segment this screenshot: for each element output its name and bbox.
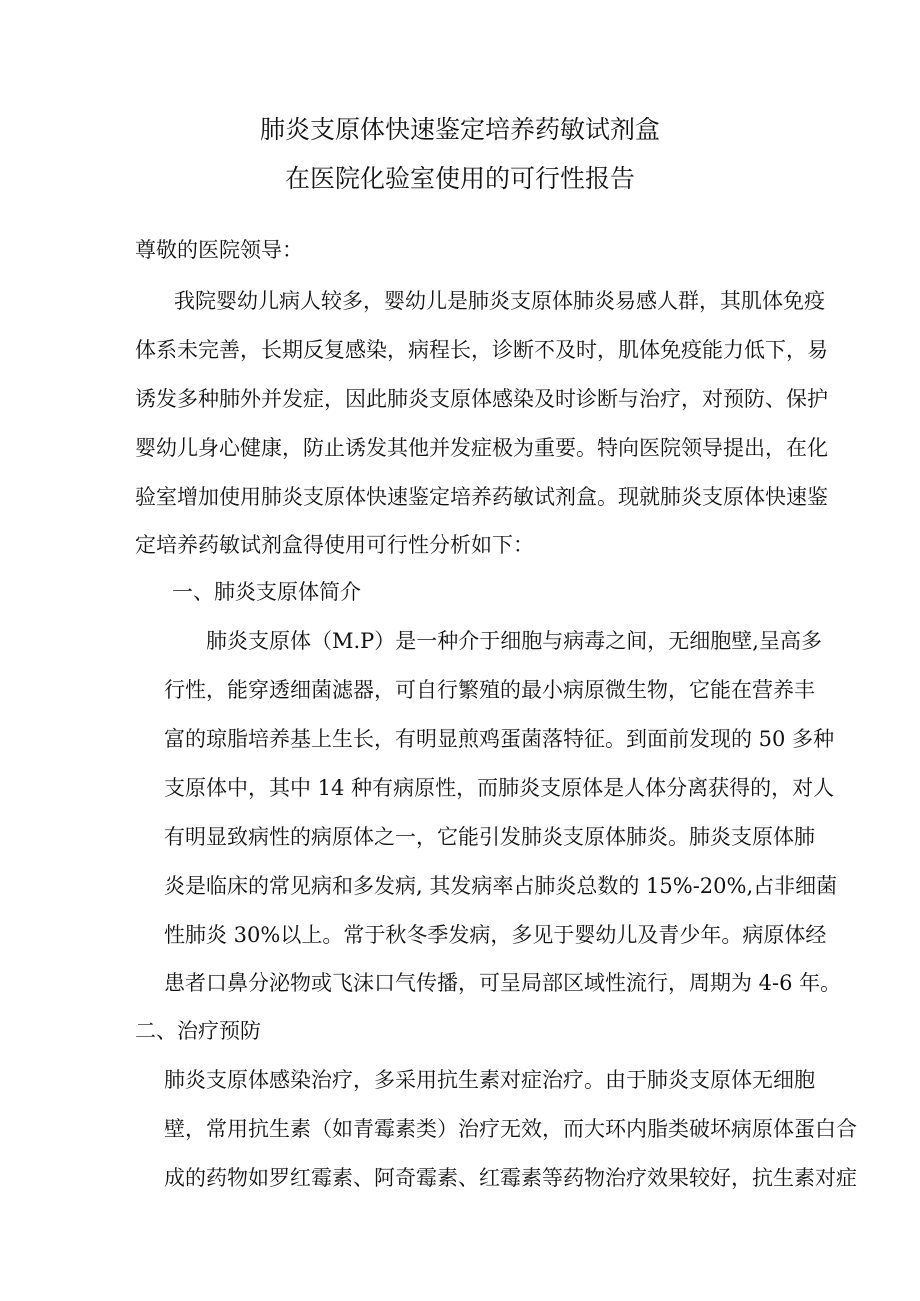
section1-line: 行性，能穿透细菌滤器，可自行繁殖的最小病原微生物，它能在营养丰 — [164, 678, 815, 702]
section1-line: 炎是临床的常见病和多发病, 其发病率占肺炎总数的 15%-20%,占非细菌 — [164, 874, 838, 898]
section1-line: 患者口鼻分泌物或飞沫口气传播，可呈局部区域性流行，周期为 4-6 年。 — [164, 971, 842, 995]
section2-line: 成的药物如罗红霉素、阿奇霉素、红霉素等药物治疗效果较好，抗生素对症 — [164, 1166, 857, 1190]
section1-line: 肺炎支原体（M.P）是一种介于细胞与病毒之间，无细胞壁,呈高多 — [206, 629, 822, 653]
section-heading: 二、治疗预防 — [135, 1019, 261, 1043]
title-line-2: 在医院化验室使用的可行性报告 — [284, 164, 635, 193]
salutation: 尊敬的医院领导： — [135, 238, 303, 262]
section1-line: 支原体中，其中 14 种有病原性，而肺炎支原体是人体分离获得的，对人 — [164, 776, 835, 800]
intro-line: 定培养药敏试剂盒得使用可行性分析如下： — [135, 533, 534, 557]
title-line-1: 肺炎支原体快速鉴定培养药敏试剂盒 — [259, 115, 660, 144]
intro-line: 婴幼儿身心健康，防止诱发其他并发症极为重要。特向医院领导提出，在化 — [135, 436, 828, 460]
section1-line: 有明显致病性的病原体之一，它能引发肺炎支原体肺炎。肺炎支原体肺 — [164, 825, 815, 849]
section2-line: 壁，常用抗生素（如青霉素类）治疗无效，而大环内脂类破坏病原体蛋白合 — [164, 1117, 857, 1141]
intro-line: 体系未完善，长期反复感染，病程长，诊断不及时，肌体免疫能力低下，易 — [135, 338, 828, 362]
section2-line: 肺炎支原体感染治疗，多采用抗生素对症治疗。由于肺炎支原体无细胞 — [164, 1068, 815, 1092]
section-heading: 一、肺炎支原体简介 — [172, 580, 361, 604]
section1-line: 富的琼脂培养基上生长，有明显煎鸡蛋菌落特征。到面前发现的 50 多种 — [164, 727, 835, 751]
section1-line: 性肺炎 30%以上。常于秋冬季发病，多见于婴幼儿及青少年。病原体经 — [164, 923, 827, 947]
intro-line: 诱发多种肺外并发症，因此肺炎支原体感染及时诊断与治疗，对预防、保护 — [135, 387, 828, 411]
intro-line: 验室增加使用肺炎支原体快速鉴定培养药敏试剂盒。现就肺炎支原体快速鉴 — [135, 485, 828, 509]
intro-line: 我院婴幼儿病人较多，婴幼儿是肺炎支原体肺炎易感人群，其肌体免疫 — [174, 289, 825, 313]
